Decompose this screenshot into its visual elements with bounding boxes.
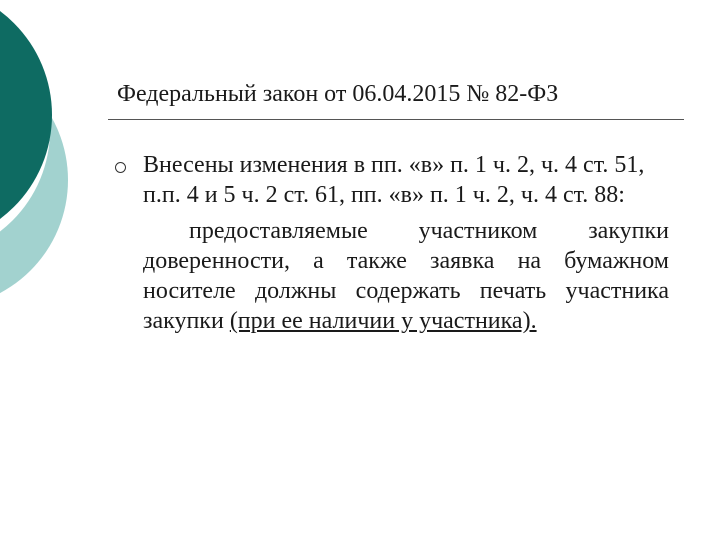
slide-title: Федеральный закон от 06.04.2015 № 82-ФЗ [117,81,559,107]
title-divider [108,119,684,120]
quote-text: предоставляемые участником закупки доверенности, а также заявка на бумажном носителе должны содержать печать участника закупки [143,218,669,334]
quote-underlined-text: (при ее наличии у участника). [229,308,537,334]
bullet-text: Внесены изменения в пп. «в» п. 1 ч. 2, ч. 4 ст. 51, п.п. 4 и 5 ч. 2 ст. 61, пп. «в» п. 1 ч. 2, ч. 4 ст. 88: [143,152,645,208]
decorative-circles [0,0,120,300]
quoted-amendment [143,216,669,336]
bullet-circle-icon [115,162,126,173]
slide-body [143,150,669,336]
